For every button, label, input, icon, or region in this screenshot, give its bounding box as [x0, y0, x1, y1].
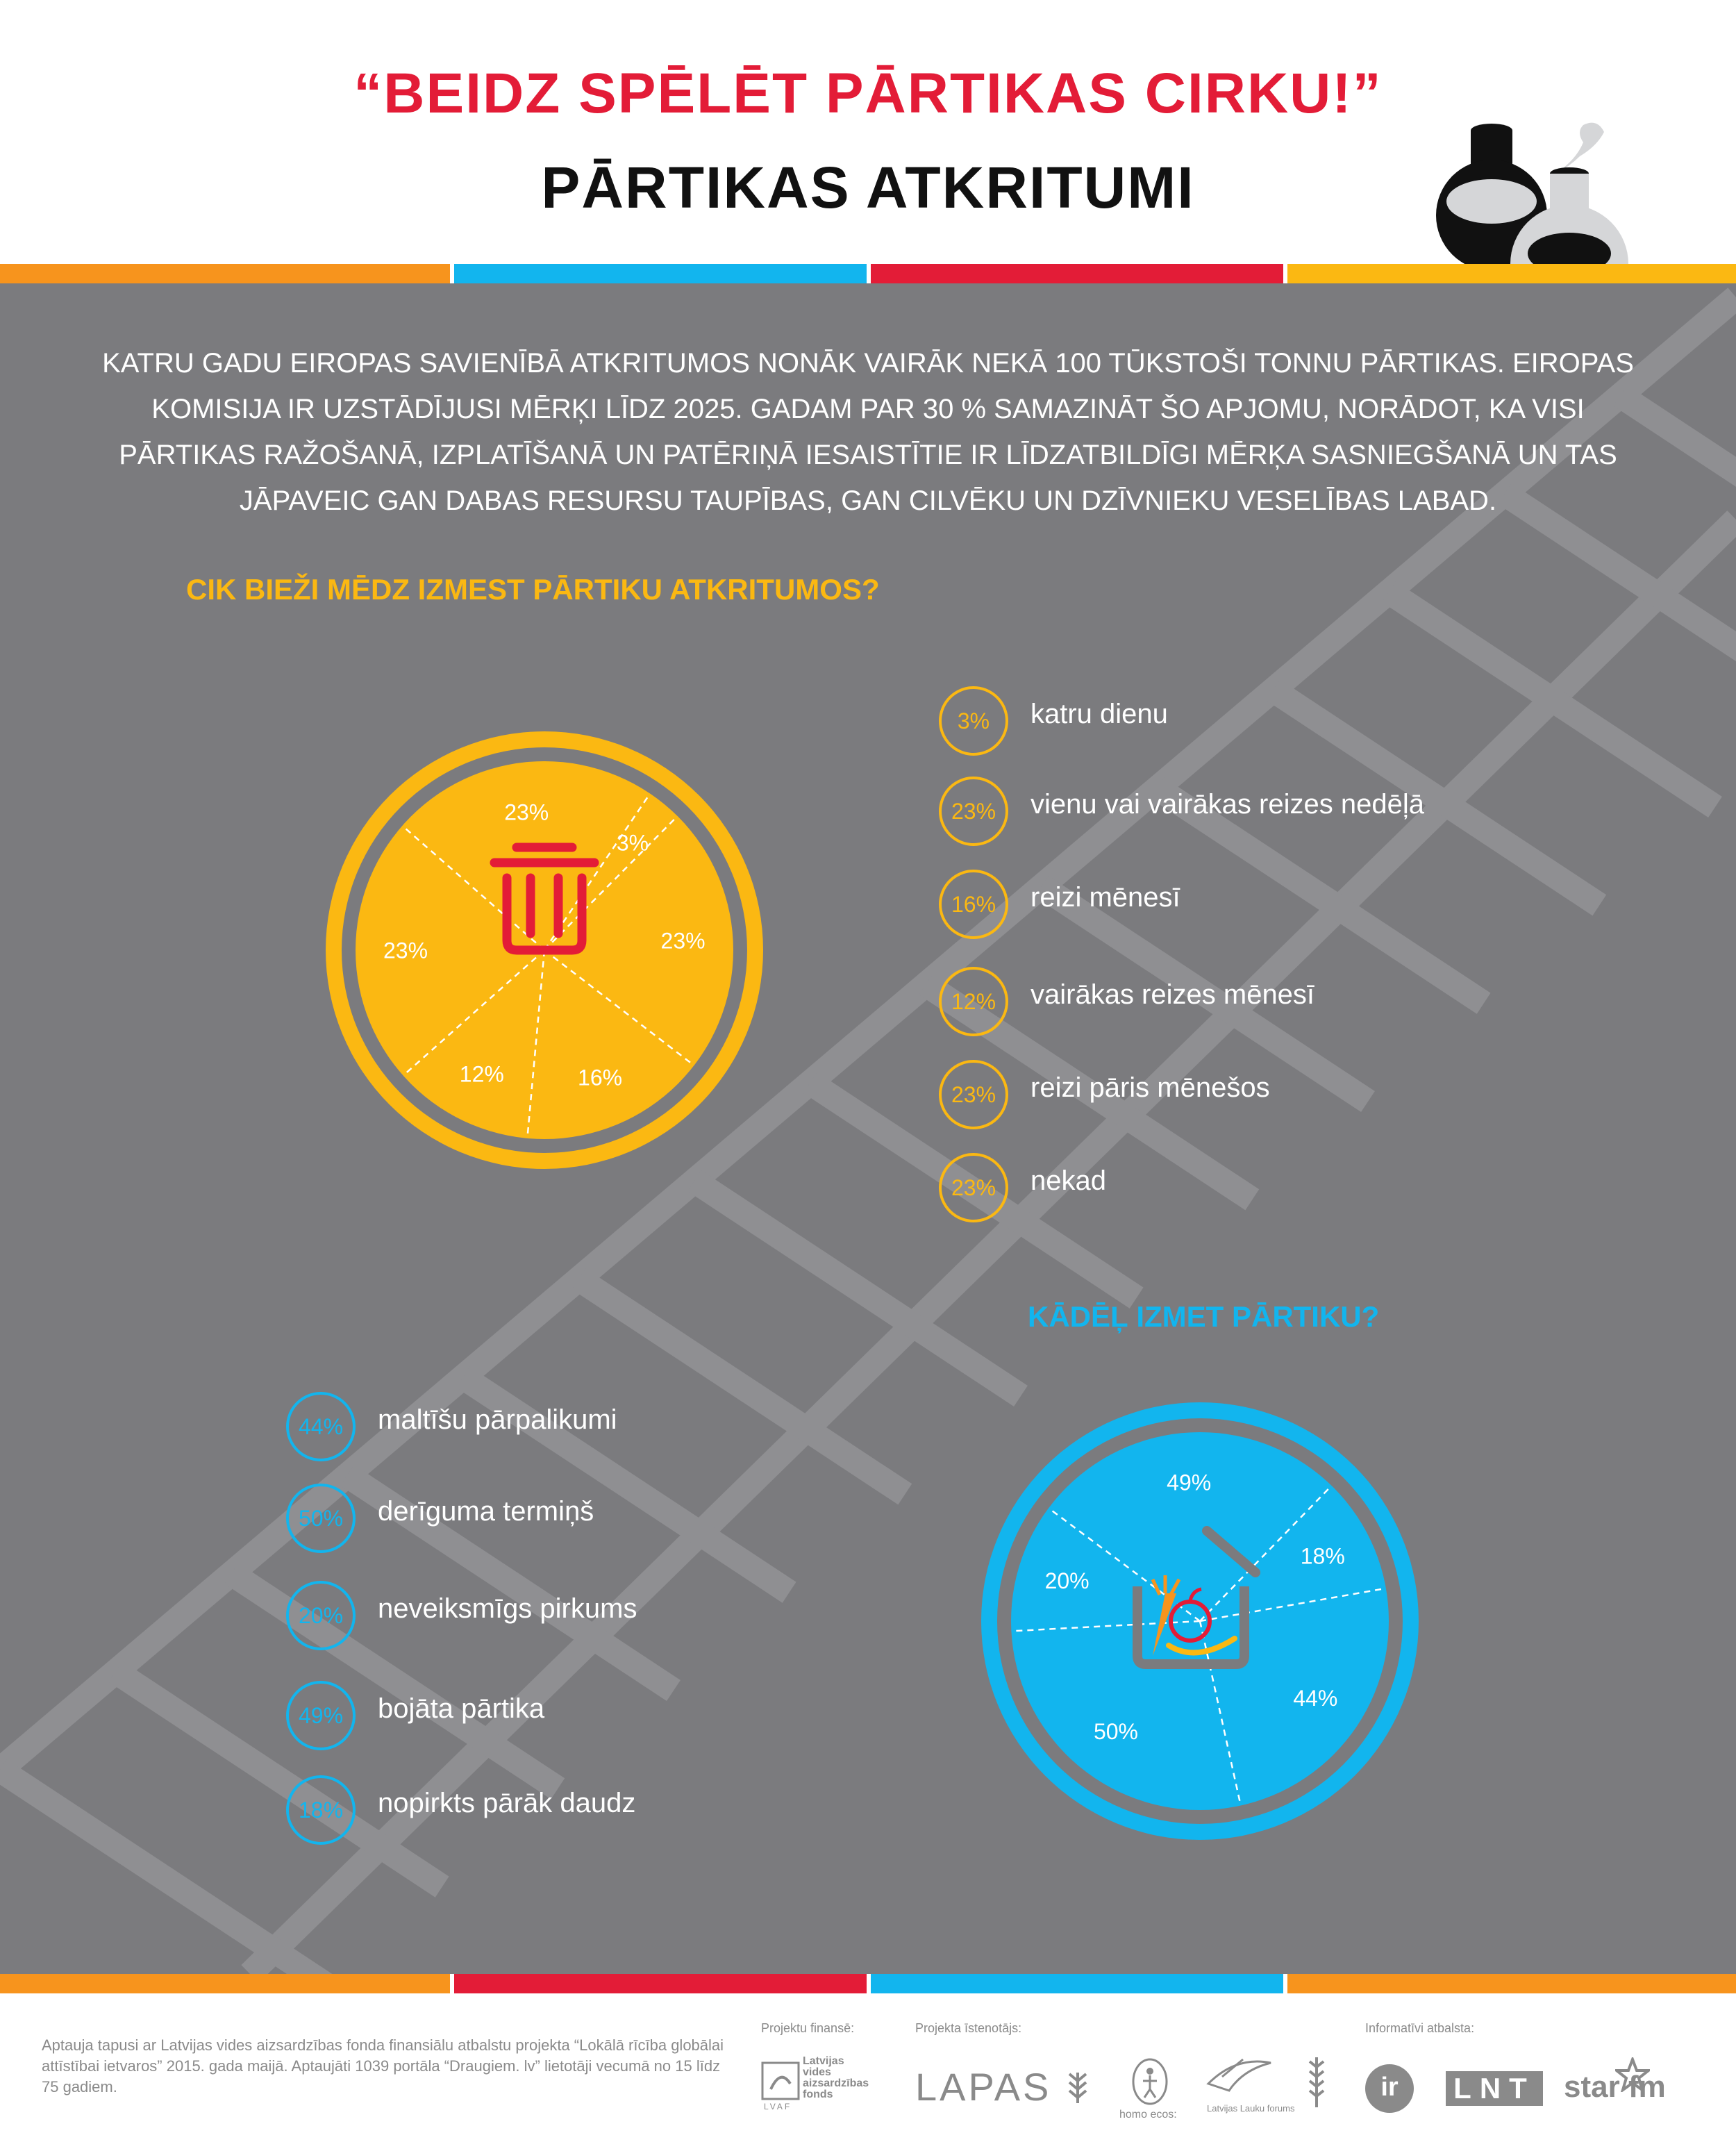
ir-logo: ir	[1365, 2064, 1414, 2113]
pie-chart-frequency	[315, 721, 774, 1179]
legend-label: bojāta pārtika	[378, 1693, 545, 1724]
lvaf-emblem-icon	[761, 2061, 800, 2100]
legend-value-badge: 18%	[286, 1775, 356, 1845]
pie-slice-label: 50%	[1093, 1719, 1138, 1745]
legend-label: vienu vai vairākas reizes nedēļā	[1030, 789, 1424, 820]
pie-slice-label: 49%	[1167, 1470, 1212, 1495]
support-label: Informatīvi atbalsta:	[1365, 2021, 1475, 2035]
legend-value-badge: 20%	[286, 1581, 356, 1650]
legend-value-badge: 49%	[286, 1681, 356, 1750]
legend-label: nopirkts pārāk daudz	[378, 1788, 636, 1818]
pie-slice-label: 23%	[383, 938, 428, 963]
ladder-line	[1389, 592, 1715, 807]
chart1-title: CIK BIEŽI MĒDZ IZMEST PĀRTIKU ATKRITUMOS?	[186, 573, 880, 606]
legend-label: reizi pāris mēnešos	[1030, 1072, 1270, 1103]
pie-slice-label: 18%	[1300, 1543, 1345, 1569]
stripe-orange2-bottom	[1287, 1974, 1736, 1993]
stripe-blue-bottom	[871, 1974, 1283, 1993]
lapas-logo: LAPAS	[915, 2065, 1052, 2109]
pie-slice-label: 3%	[616, 830, 649, 856]
homo-ecos-logo-icon	[1130, 2057, 1169, 2106]
star-fm-logo: star fm	[1564, 2070, 1666, 2104]
legend-value-badge: 12%	[939, 967, 1008, 1036]
legend-label: katru dienu	[1030, 699, 1168, 729]
legend-value-badge: 23%	[939, 777, 1008, 846]
main-panel	[0, 283, 1736, 1974]
pie-slice-label: 12%	[459, 1061, 504, 1087]
stripe-orange-top	[0, 264, 450, 283]
pie-slice-label: 16%	[578, 1065, 623, 1090]
ladder-background	[0, 283, 1736, 1974]
legend-label: vairākas reizes mēnesī	[1030, 979, 1315, 1010]
legend-value-badge: 23%	[939, 1060, 1008, 1129]
pie-slice-label: 23%	[504, 799, 549, 825]
legend-label: neveiksmīgs pirkums	[378, 1593, 637, 1624]
stripe-blue-top	[454, 264, 867, 283]
page-subtitle: PĀRTIKAS ATKRITUMI	[541, 155, 1195, 220]
implementer-label: Projekta īstenotājs:	[915, 2021, 1022, 2035]
homo-ecos-label: homo ecos:	[1119, 2109, 1177, 2120]
legend-value-badge: 16%	[939, 870, 1008, 939]
legend-value-badge: 44%	[286, 1392, 356, 1461]
stripe-orange-bottom	[0, 1974, 450, 1993]
pie-slice-label: 23%	[660, 928, 706, 954]
stripe-red-top	[871, 264, 1283, 283]
lauku-forums-label: Latvijas Lauku forums	[1207, 2103, 1295, 2114]
star-icon	[1615, 2057, 1650, 2092]
stripe-yellow-top	[1287, 264, 1736, 283]
legend-label: derīguma termiņš	[378, 1496, 594, 1527]
legend-label: reizi mēnesī	[1030, 882, 1180, 913]
chart2-title: KĀDĒĻ IZMET PĀRTIKU?	[1028, 1300, 1380, 1333]
lvaf-logo: Latvijas vides aizsardzības fonds LVAF	[761, 2056, 858, 2111]
legend-value-badge: 23%	[939, 1153, 1008, 1222]
legend-label: maltīšu pārpalikumi	[378, 1404, 617, 1435]
legend-value-badge: 3%	[939, 686, 1008, 756]
wheat-icon	[1064, 2067, 1092, 2105]
lnt-logo: LNT	[1446, 2071, 1543, 2106]
wheat-emblem-icon	[1303, 2053, 1330, 2109]
ladder-line	[0, 1770, 326, 1974]
lauku-forums-bird-icon	[1201, 2056, 1278, 2105]
pie-slice-label: 20%	[1044, 1568, 1090, 1594]
footnote: Aptauja tapusi ar Latvijas vides aizsardzības fonda finansiālu atbalstu projekta “Lokālā rīcība globālai attīstībai ietvaros” 2015. gada maijā. Aptaujāti 1039 portāla “Draugiem. lv” lietotāji vecumā no 15 līdz 75 gadiem.	[42, 2036, 724, 2095]
legend-value-badge: 50%	[286, 1484, 356, 1553]
intro-text: KATRU GADU EIROPAS SAVIENĪBĀ ATKRITUMOS NONĀK VAIRĀK NEKĀ 100 TŪKSTOŠI TONNU PĀRTIKAS. EIROPAS KOMISIJA IR UZSTĀDĪJUSI MĒRĶI LĪDZ 2025. GADAM PAR 30 % SAMAZINĀT ŠO APJOMU, NORĀDOT, KA VISI PĀRTIKAS RAŽOŠANĀ, IZPLATĪŠANĀ UN PATĒRIŅĀ IESAISTĪTIE IR LĪDZATBILDĪGI MĒRĶA SASNIEGŠANĀ UN TAS JĀPAVEIC GAN DABAS RESURSU TAUPĪBAS, GAN CILVĒKU UN DZĪVNIEKU VESELĪBAS LABAD.	[102, 348, 1634, 516]
pie-slice-label: 44%	[1293, 1686, 1338, 1711]
legend-label: nekad	[1030, 1165, 1106, 1196]
page-title: “BEIDZ SPĒLĒT PĀRTIKAS CIRKU!”	[353, 62, 1383, 125]
funder-label: Projektu finansē:	[761, 2021, 855, 2035]
stripe-red-bottom	[454, 1974, 867, 1993]
pie-chart-reasons	[971, 1392, 1429, 1850]
